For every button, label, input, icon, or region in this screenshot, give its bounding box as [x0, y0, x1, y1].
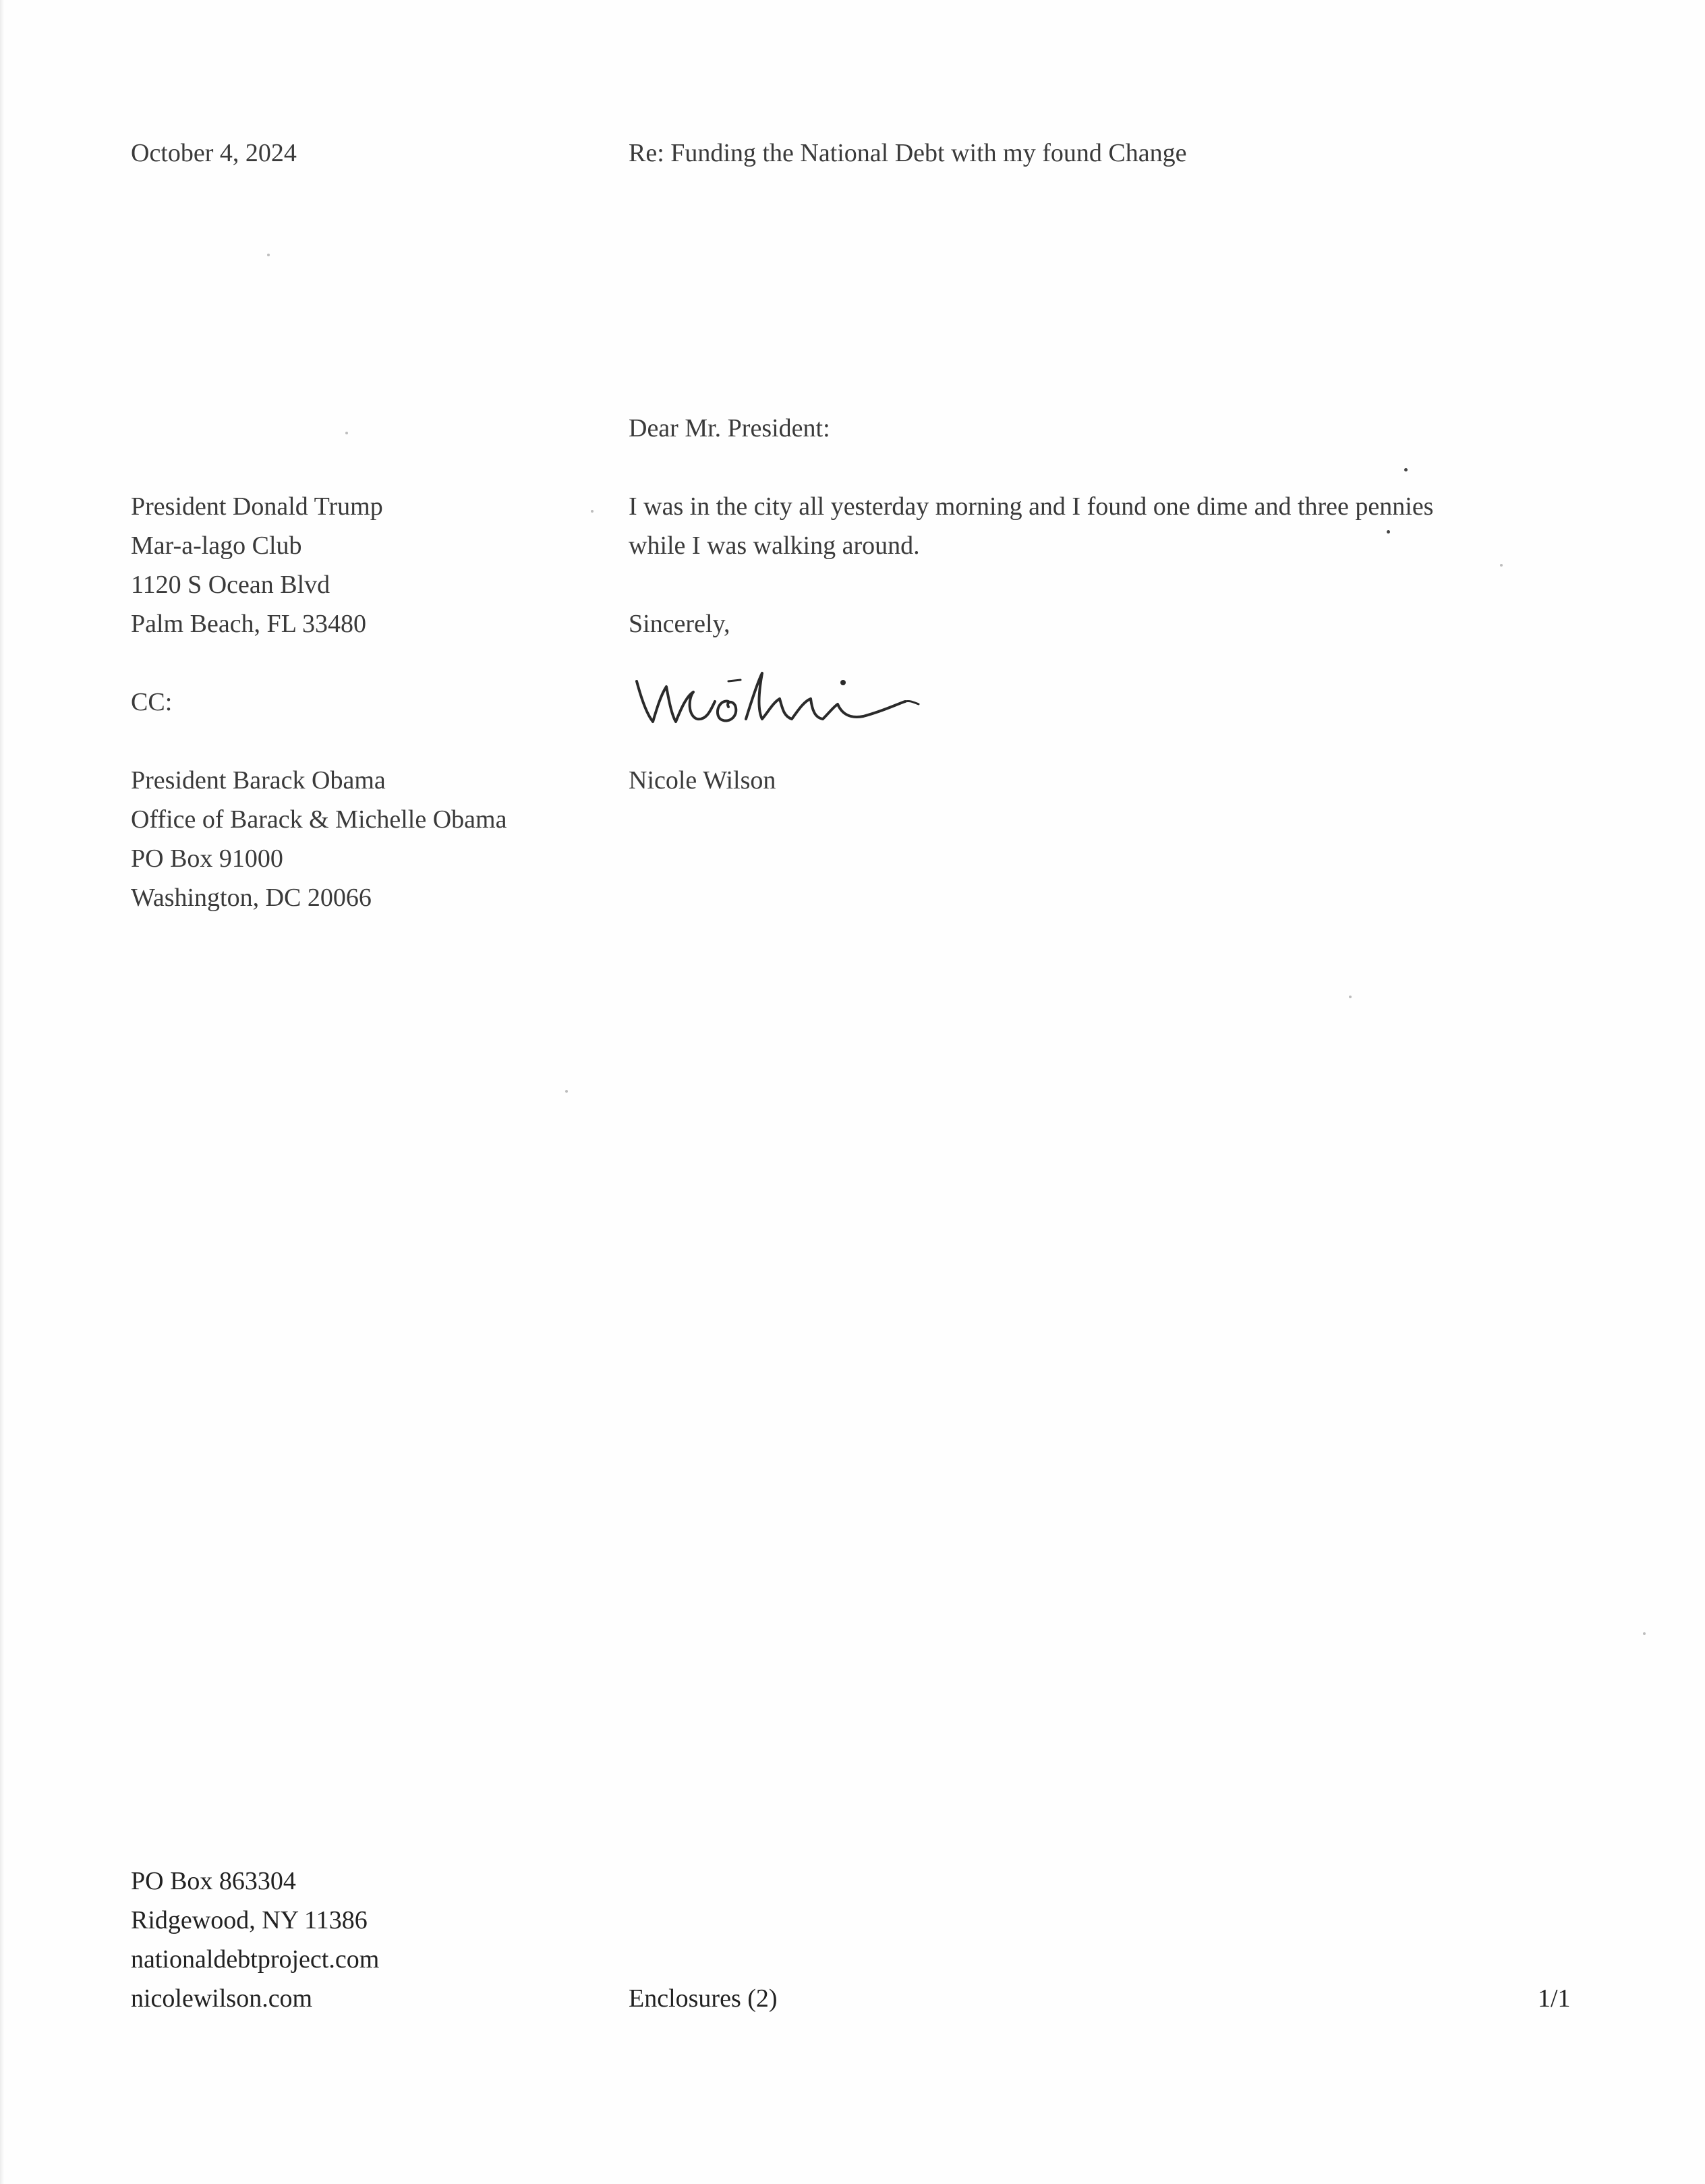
scan-speck — [1387, 530, 1390, 534]
handwritten-signature — [627, 654, 964, 735]
scan-speck — [267, 254, 270, 256]
enclosures-note: Enclosures (2) — [629, 1984, 778, 2013]
recipient-line: 1120 S Ocean Blvd — [131, 571, 330, 599]
signer-name: Nicole Wilson — [629, 766, 776, 795]
letter-date: October 4, 2024 — [131, 139, 297, 167]
scan-edge-shadow — [0, 0, 4, 2184]
salutation: Dear Mr. President: — [629, 414, 830, 442]
footer-line: nicolewilson.com — [131, 1984, 313, 2013]
closing: Sincerely, — [629, 610, 730, 638]
scan-speck — [1349, 996, 1352, 998]
recipient-line: President Donald Trump — [131, 492, 383, 521]
letter-subject: Re: Funding the National Debt with my found Change — [629, 139, 1187, 167]
scan-speck — [345, 432, 348, 434]
scan-speck — [565, 1090, 568, 1093]
footer-line: PO Box 863304 — [131, 1867, 296, 1895]
body-line: I was in the city all yesterday morning and I found one dime and three pennies — [629, 492, 1434, 521]
letter-body — [629, 487, 1433, 565]
page-number: 1/1 — [1538, 1984, 1571, 2013]
cc-recipient-line: Office of Barack & Michelle Obama — [131, 805, 507, 834]
recipient-address — [131, 487, 383, 643]
cc-recipient-address — [131, 761, 507, 917]
scan-speck — [1404, 468, 1408, 471]
recipient-line: Mar-a-lago Club — [131, 531, 302, 560]
footer-line: Ridgewood, NY 11386 — [131, 1906, 368, 1934]
scan-speck — [591, 510, 594, 513]
cc-recipient-line: President Barack Obama — [131, 766, 386, 795]
recipient-line: Palm Beach, FL 33480 — [131, 610, 366, 638]
body-line: while I was walking around. — [629, 531, 920, 560]
scan-speck — [1500, 564, 1503, 567]
cc-recipient-line: Washington, DC 20066 — [131, 884, 372, 912]
scan-speck — [1643, 1632, 1646, 1635]
cc-label: CC: — [131, 688, 173, 716]
footer-line: nationaldebtproject.com — [131, 1945, 380, 1974]
sender-footer-address — [131, 1862, 379, 2018]
cc-recipient-line: PO Box 91000 — [131, 844, 283, 873]
